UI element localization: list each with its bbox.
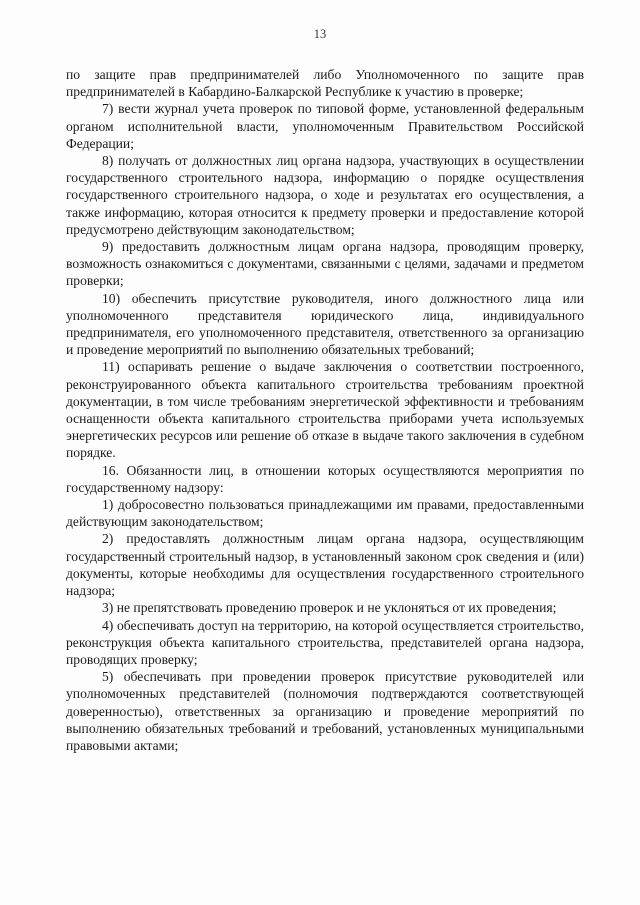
paragraph-continuation: по защите прав предпринимателей либо Уполномоченного по защите прав предпринимателей в Кабардино-Балкарской Республике к участию в проверке; bbox=[66, 67, 584, 100]
section-16-heading: 16. Обязанности лиц, в отношении которых осуществляются мероприятия по государственному надзору: bbox=[66, 462, 584, 495]
paragraph-item-10: 10) обеспечить присутствие руководителя, иного должностного лица или уполномоченного представителя юридического лица, индивидуального предпринимателя, его уполномоченного представителя, ответственного за организацию и проведение мероприятий по выполнению обязательных требований; bbox=[66, 290, 584, 358]
document-body bbox=[66, 66, 584, 754]
paragraph-duty-2: 2) предоставлять должностным лицам органа надзора, осуществляющим государственный строительный надзор, в установленный законом срок сведения и (или) документы, которые необходимы для осуществления государственного строительного надзора; bbox=[66, 531, 584, 599]
paragraph-item-9: 9) предоставить должностным лицам органа надзора, проводящим проверку, возможность ознакомиться с документами, связанными с целями, задачами и предметом проверки; bbox=[66, 239, 584, 289]
paragraph-item-7: 7) вести журнал учета проверок по типовой форме, установленной федеральным органом исполнительной власти, уполномоченным Правительством Российской Федерации; bbox=[66, 101, 584, 151]
paragraph-duty-3: 3) не препятствовать проведению проверок и не уклоняться от их проведения; bbox=[102, 600, 557, 616]
paragraph-item-8: 8) получать от должностных лиц органа надзора, участвующих в осуществлении государственного строительного надзора, информацию о порядке осуществления государственного строительного надзора, о ходе и результатах его осуществления, а также информацию, которая относится к предмету проверки и предоставление которой предусмотрено действующим законодательством; bbox=[66, 153, 584, 237]
paragraph-duty-5: 5) обеспечивать при проведении проверок присутствие руководителей или уполномоченных представителей (полномочия подтверждаются соответствующей доверенностью), ответственных за организацию и проведение мероприятий по выполнению обязательных требований и требований, установленных муниципальными правовыми актами; bbox=[66, 669, 584, 753]
paragraph-item-11: 11) оспаривать решение о выдаче заключения о соответствии построенного, реконструированного объекта капитального строительства требованиям проектной документации, в том числе требованиям энергетической эффективности и требованиям оснащенности объекта капитального строительства приборами учета используемых энергетических ресурсов или решение об отказе в выдаче такого заключения в судебном порядке. bbox=[66, 359, 584, 461]
page-number: 13 bbox=[313, 27, 327, 41]
paragraph-duty-1: 1) добросовестно пользоваться принадлежащими им правами, предоставленными действующим законодательством; bbox=[66, 497, 584, 530]
paragraph-duty-4: 4) обеспечивать доступ на территорию, на которой осуществляется строительство, реконструкция объекта капитального строительства, представителей органа надзора, проводящих проверку; bbox=[66, 617, 584, 667]
